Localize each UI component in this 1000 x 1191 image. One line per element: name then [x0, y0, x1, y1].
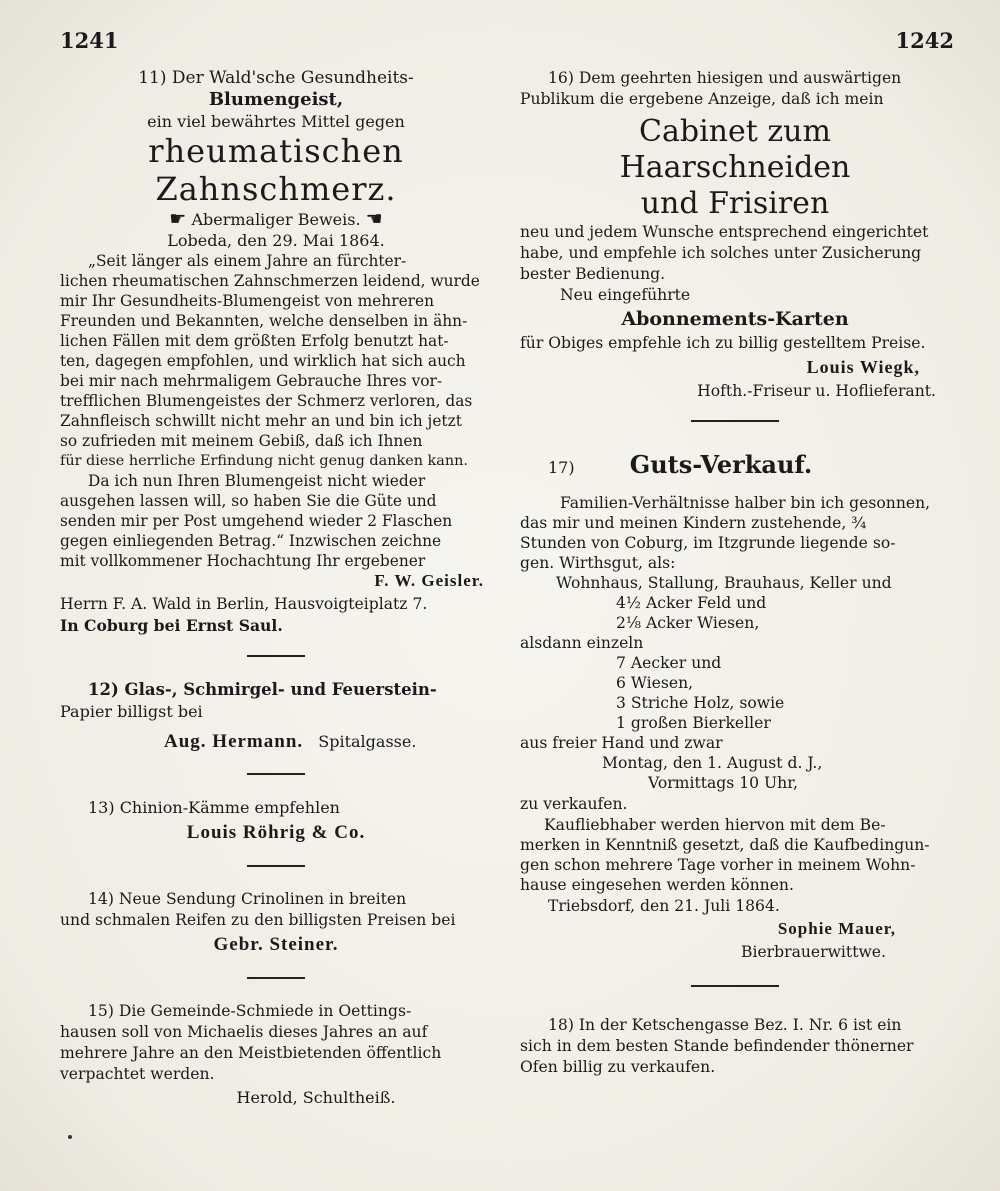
ad17-signature: Sophie Mauer, — [777, 919, 896, 938]
ad11-body-line: gegen einliegenden Betrag.“ Inzwischen zeichne — [60, 532, 442, 550]
ad11-body-line: Zahnfleisch schwillt nicht mehr an und bin ich jetzt — [60, 412, 462, 430]
ad16-headline1: Cabinet zum Haarschneiden — [619, 114, 851, 185]
ad17-place-date: Triebsdorf, den 21. Juli 1864. — [548, 897, 780, 915]
ad13-line1: 13) Chinion-Kämme empfehlen — [88, 798, 340, 817]
ad17-note-line: gen schon mehrere Tage vorher in meinem Wohn- — [520, 856, 916, 874]
ad11-proof: Abermaliger Beweis. — [191, 210, 361, 229]
ad14-vendor: Gebr. Steiner. — [213, 934, 339, 955]
ad11-body-line: lichen Fällen mit dem größten Erfolg benutzt hat- — [60, 332, 449, 350]
ad12-line1: 12) Glas-, Schmirgel- und Feuerstein- — [88, 680, 437, 699]
ad17-headline: Guts-Verkauf. — [629, 450, 813, 479]
ad16-line7: für Obiges empfehle ich zu billig gestelltem Preise. — [520, 334, 926, 352]
ad11-address: Herrn F. A. Wald in Berlin, Hausvoigteiplatz 7. — [60, 595, 428, 613]
ad17-note-line: merken in Kenntniß gesetzt, daß die Kaufbedingun- — [520, 836, 930, 854]
ad17-body-line: das mir und meinen Kindern zustehende, ¾ — [520, 514, 867, 532]
ad-15 — [60, 1001, 492, 1111]
ad16-line5: bester Bedienung. — [520, 265, 666, 283]
ad-18 — [520, 1015, 950, 1078]
ad-14 — [60, 889, 492, 959]
ad17-item: Wohnhaus, Stallung, Brauhaus, Keller und — [556, 574, 892, 592]
ad17-item: 2⅛ Acker Wiesen, — [616, 614, 760, 632]
pointing-hand-left-icon: ☚ — [365, 208, 383, 230]
ad13-vendor: Louis Röhrig & Co. — [186, 822, 366, 843]
pointing-hand-right-icon: ☛ — [169, 208, 187, 230]
ad11-body — [60, 251, 492, 571]
ad11-line2: Blumengeist, — [208, 89, 344, 110]
ad11-body-line: mir Ihr Gesundheits-Blumengeist von mehreren — [60, 292, 435, 310]
ad11-body-line: ausgehen lassen will, so haben Sie die Güte und — [60, 492, 437, 510]
ad18-line2: sich in dem besten Stande befindender thönerner — [520, 1037, 914, 1055]
ad16-line4: habe, und empfehle ich solches unter Zusicherung — [520, 244, 922, 262]
ad16-line1: 16) Dem geehrten hiesigen und auswärtigen — [548, 69, 902, 87]
left-column — [60, 68, 492, 1111]
ink-speck — [68, 1135, 72, 1139]
ad17-number: 17) — [548, 458, 575, 477]
ad-13 — [60, 797, 492, 847]
ad-11 — [60, 68, 492, 637]
ad16-line3: neu und jedem Wunsche entsprechend eingerichtet — [520, 223, 929, 241]
ad11-body-line: senden mir per Post umgehend wieder 2 Flaschen — [60, 512, 453, 530]
page-number-right: 1242 — [895, 28, 954, 53]
ad16-title: Hofth.-Friseur u. Hoflieferant. — [697, 382, 936, 400]
ad15-line4: verpachtet werden. — [60, 1065, 215, 1083]
ad17-note-line: Kaufliebhaber werden hiervon mit dem Be- — [544, 816, 886, 834]
ad17-item2: 3 Striche Holz, sowie — [616, 694, 785, 712]
ad-12 — [60, 679, 492, 755]
ad11-body-line: ten, dagegen empfohlen, und wirklich hat sich auch — [60, 352, 466, 370]
ad12-street: Spitalgasse. — [318, 732, 417, 751]
ad17-then: alsdann einzeln — [520, 634, 644, 652]
ad11-place-date: Lobeda, den 29. Mai 1864. — [167, 231, 385, 250]
right-column — [520, 68, 950, 1078]
ad11-body-line: mit vollkommener Hochachtung Ihr ergebener — [60, 552, 426, 570]
ad-17 — [520, 450, 950, 963]
ad17-title: Bierbrauerwittwe. — [741, 943, 886, 961]
ad11-signature: F. W. Geisler. — [374, 571, 484, 590]
ad11-line3: ein viel bewährtes Mittel gegen — [147, 112, 405, 131]
ad17-body-line: gen. Wirthsgut, als: — [520, 554, 676, 572]
ad17-item2: 7 Aecker und — [616, 654, 722, 672]
ad17-note-line: hause eingesehen werden können. — [520, 876, 794, 894]
ad15-signature: Herold, Schultheiß. — [236, 1088, 396, 1107]
ad16-headline2: und Frisiren — [640, 186, 830, 221]
ad15-line1: 15) Die Gemeinde-Schmiede in Oettings- — [88, 1002, 412, 1020]
ad15-line3: mehrere Jahre an den Meistbietenden öffentlich — [60, 1044, 442, 1062]
ad17-item2: 1 großen Bierkeller — [616, 714, 771, 732]
ad11-body-line: Da ich nun Ihren Blumengeist nicht wieder — [88, 472, 426, 490]
ad11-body-line: „Seit länger als einem Jahre an fürchter- — [88, 252, 407, 270]
ad11-body-line: für diese herrliche Erfindung nicht genug danken kann. — [60, 453, 468, 469]
ad11-body-line: so zufrieden mit meinem Gebiß, daß ich Ihnen — [60, 432, 423, 450]
ad14-line2: und schmalen Reifen zu den billigsten Preisen bei — [60, 911, 456, 929]
ad11-agent: In Coburg bei Ernst Saul. — [60, 616, 283, 635]
ad12-line2: Papier billigst bei — [60, 702, 203, 721]
ad18-line3: Ofen billig zu verkaufen. — [520, 1058, 716, 1076]
ad17-item: 4½ Acker Feld und — [616, 594, 767, 612]
ad11-body-line: trefflichen Blumengeistes der Schmerz verloren, das — [60, 392, 473, 410]
ad16-signature: Louis Wiegk, — [806, 357, 920, 377]
ad16-subhead: Abonnements-Karten — [621, 308, 849, 330]
ad11-body-line: bei mir nach mehrmaligem Gebrauche Ihres vor- — [60, 372, 443, 390]
ad17-body-line: Familien-Verhältnisse halber bin ich gesonnen, — [560, 494, 931, 512]
ad17-date2: Vormittags 10 Uhr, — [648, 774, 798, 792]
ad14-line1: 14) Neue Sendung Crinolinen in breiten — [88, 890, 407, 908]
ad15-line2: hausen soll von Michaelis dieses Jahres an auf — [60, 1023, 428, 1041]
ad17-sale: aus freier Hand und zwar — [520, 734, 723, 752]
ad12-vendor: Aug. Hermann. — [164, 731, 304, 752]
ad-16 — [520, 68, 950, 402]
ad16-line6: Neu eingeführte — [560, 286, 691, 304]
ad17-sell: zu verkaufen. — [520, 795, 628, 813]
ad17-item2: 6 Wiesen, — [616, 674, 694, 692]
ad11-line1: 11) Der Wald'sche Gesundheits- — [138, 68, 414, 88]
ad16-line2: Publikum die ergebene Anzeige, daß ich mein — [520, 90, 884, 108]
ad18-line1: 18) In der Ketschengasse Bez. I. Nr. 6 ist ein — [548, 1016, 902, 1034]
ad11-headline: rheumatischen Zahnschmerz. — [148, 132, 404, 208]
page-number-left: 1241 — [60, 28, 119, 53]
ad17-date1: Montag, den 1. August d. J., — [602, 754, 823, 772]
ad17-body-line: Stunden von Coburg, im Itzgrunde liegende so- — [520, 534, 896, 552]
ad11-body-line: lichen rheumatischen Zahnschmerzen leidend, wurde — [60, 272, 480, 290]
ad11-body-line: Freunden und Bekannten, welche denselben in ähn- — [60, 312, 468, 330]
